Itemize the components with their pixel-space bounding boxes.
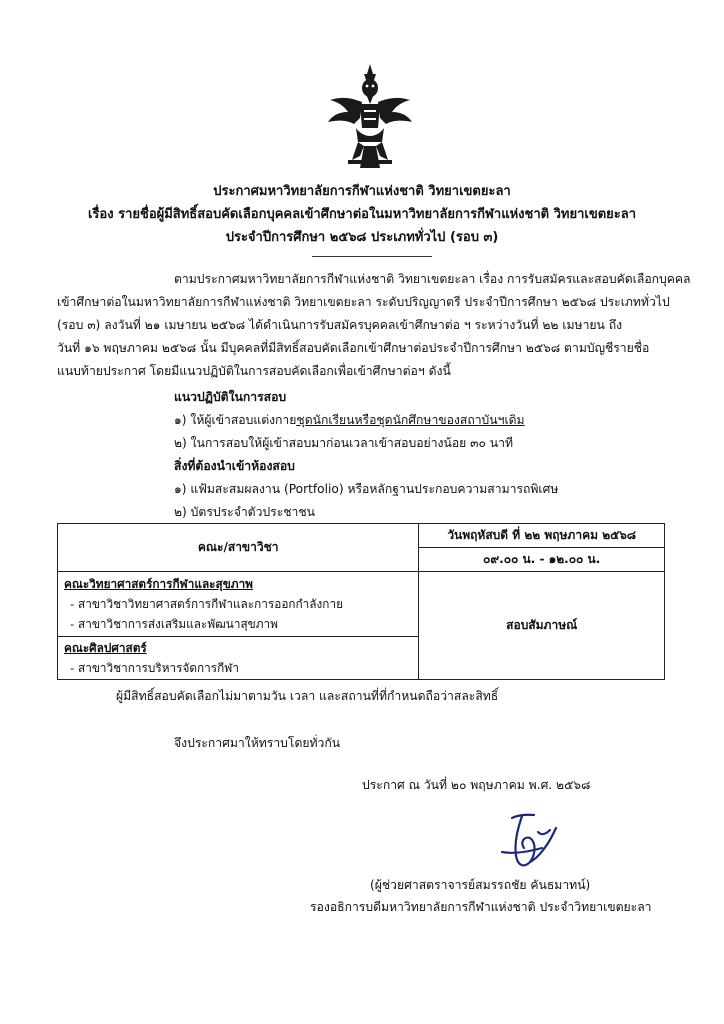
body-line-3: (รอบ ๓) ลงวันที่ ๒๑ เมษายน ๒๕๖๘ ได้ดำเนินการรับสมัครบุคคลเข้าศึกษาต่อ ฯ ระหว่างวันที่ ๒๒ เมษายน ถึง — [57, 318, 623, 332]
handwritten-signature — [494, 812, 568, 874]
guideline-item-1-text: ให้ผู้เข้าสอบแต่งกาย — [190, 413, 297, 427]
body-line-4: วันที่ ๑๖ พฤษภาคม ๒๕๖๘ นั้น มีบุคคลที่มีสิทธิ์สอบคัดเลือกเข้าศึกษาต่อประจำปีการศึกษา ๒๕๖๘ ตามบัญชีรายชื่อ — [57, 341, 650, 355]
bring-item-1-text: แฟ้มสะสมผลงาน (Portfolio) หรือหลักฐานประกอบความสามารถพิเศษ — [190, 482, 559, 496]
body-line-5: แนบท้ายประกาศ โดยมีแนวปฏิบัติในการสอบคัดเลือกเพื่อเข้าศึกษาต่อฯ ดังนี้ — [57, 364, 451, 378]
faculty-name: คณะศิลปศาสตร์ — [64, 641, 147, 655]
guidelines-heading: แนวปฏิบัติในการสอบ — [174, 390, 287, 404]
exam-date-header: วันพฤหัสบดี ที่ ๒๒ พฤษภาคม ๒๕๖๘ — [419, 524, 665, 548]
guideline-item-1 — [174, 409, 525, 432]
guideline-item-2-text: ในการสอบให้ผู้เข้าสอบมาก่อนเวลาเข้าสอบอย่างน้อย ๓๐ นาที — [190, 436, 514, 450]
announcement-year-round: ประจำปีการศึกษา ๒๕๖๘ ประเภททั่วไป (รอบ ๓) — [225, 230, 499, 245]
guideline-item-1-underlined: ชุดนักเรียนหรือชุดนักศึกษาของสถาบันฯเดิม — [296, 413, 525, 427]
faculty-name: คณะวิทยาศาสตร์การกีฬาและสุขภาพ — [64, 577, 253, 591]
signer-position: รองอธิการบดีมหาวิทยาลัยการกีฬาแห่งชาติ ประจำวิทยาเขตยะลา — [310, 900, 652, 914]
exam-schedule-table — [57, 523, 665, 680]
signer-name: (ผู้ช่วยศาสตราจารย์สมรรถชัย คันธมาทน์) — [370, 878, 591, 892]
body-line-2: เข้าศึกษาต่อในมหาวิทยาลัยการกีฬาแห่งชาติ วิทยาเขตยะลา ระดับปริญญาตรี ประจำปีการศึกษา ๒๕๖๘ ประเภททั่วไป — [57, 295, 670, 309]
announcement-subject: เรื่อง รายชื่อผู้มีสิทธิ์สอบคัดเลือกบุคคลเข้าศึกษาต่อในมหาวิทยาลัยการกีฬาแห่งชาติ วิทยาเขตยะลา — [87, 207, 637, 222]
garuda-emblem-icon — [326, 62, 414, 172]
guideline-item-1-number: ๑) — [174, 413, 187, 427]
exam-time-header: ๐๙.๐๐ น. - ๑๒.๐๐ น. — [419, 548, 665, 572]
faculty-sport-science-cell — [58, 572, 419, 637]
faculty-major-header: คณะ/สาขาวิชา — [58, 524, 419, 572]
bring-item-2 — [174, 501, 315, 524]
faculty-liberal-arts-cell — [58, 637, 419, 680]
bring-item-1 — [174, 478, 558, 501]
forfeit-notice: ผู้มีสิทธิ์สอบคัดเลือกไม่มาตามวัน เวลา และสถานที่ที่กำหนดถือว่าสละสิทธิ์ — [116, 689, 499, 703]
body-line-1: ตามประกาศมหาวิทยาลัยการกีฬาแห่งชาติ วิทยาเขตยะลา เรื่อง การรับสมัครและสอบคัดเลือกบุคคล — [174, 272, 691, 286]
bring-item-1-number: ๑) — [174, 482, 187, 496]
major-item: - สาขาวิชาการบริหารจัดการกีฬา — [70, 661, 239, 675]
closing-statement: จึงประกาศมาให้ทราบโดยทั่วกัน — [174, 736, 341, 750]
bring-heading: สิ่งที่ต้องนำเข้าห้องสอบ — [174, 459, 295, 473]
announcement-title: ประกาศมหาวิทยาลัยการกีฬาแห่งชาติ วิทยาเขตยะลา — [213, 184, 511, 199]
exam-method: สอบสัมภาษณ์ — [419, 572, 665, 680]
header-divider — [312, 256, 432, 257]
major-item: - สาขาวิชาวิทยาศาสตร์การกีฬาและการออกกำลังกาย — [70, 597, 343, 611]
major-item: - สาขาวิชาการส่งเสริมและพัฒนาสุขภาพ — [70, 617, 278, 631]
guideline-item-2-number: ๒) — [174, 436, 187, 450]
bring-item-2-text: บัตรประจำตัวประชาชน — [190, 505, 315, 519]
bring-item-2-number: ๒) — [174, 505, 187, 519]
guideline-item-2 — [174, 432, 513, 455]
announcement-date: ประกาศ ณ วันที่ ๒๐ พฤษภาคม พ.ศ. ๒๕๖๘ — [362, 778, 591, 792]
